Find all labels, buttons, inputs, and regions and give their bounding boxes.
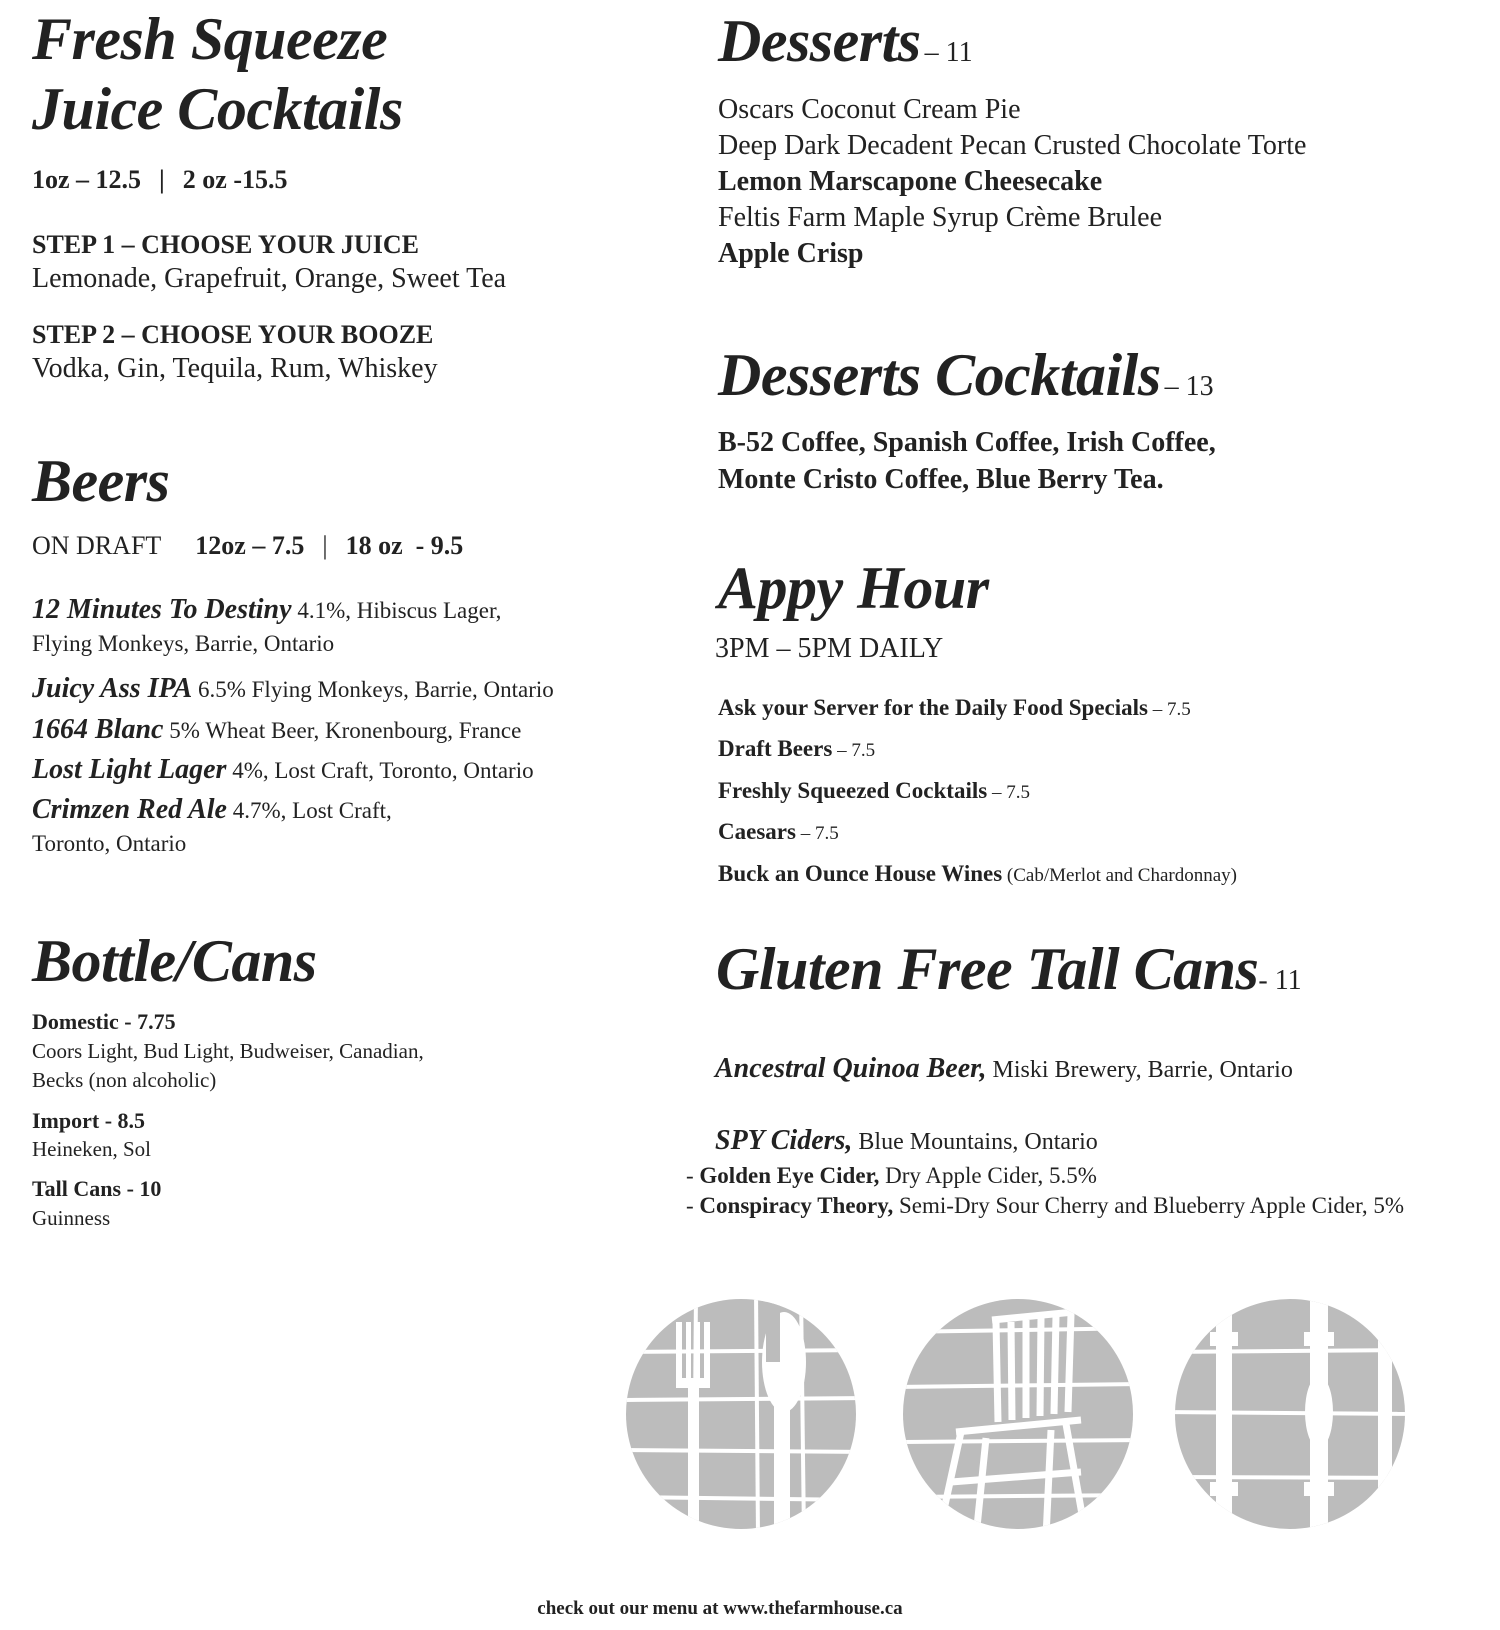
dessert-cocktails-title: Desserts Cocktails (718, 342, 1161, 408)
beer-item (32, 793, 392, 831)
spy-ciders (715, 1124, 1098, 1162)
dessert-item (718, 165, 1102, 199)
appy-item (718, 693, 1191, 725)
cider-name: Golden Eye Cider, (699, 1163, 880, 1188)
cider-item (686, 1161, 1097, 1191)
dessert-cocktails-price: – 13 (1164, 371, 1214, 402)
bottles-title: Bottle/Cans (32, 928, 317, 994)
appy-item-name: Freshly Squeezed Cocktails (718, 778, 988, 803)
cider-prefix: - (686, 1193, 700, 1218)
appy-item (718, 817, 839, 849)
beer-desc: 4.1%, Hibiscus Lager, (291, 598, 502, 623)
beer-item (32, 672, 554, 710)
juice-title-line2: Juice Cocktails (32, 76, 403, 142)
bottle-group-line: Guinness (32, 1206, 111, 1230)
bottle-group-label: Domestic - 7.75 (32, 1009, 176, 1034)
dessert-item: Feltis Farm Maple Syrup Crème Brulee (718, 202, 1163, 233)
beer-name: Juicy Ass IPA (32, 673, 193, 704)
appy-item-name: Draft Beers (718, 736, 833, 761)
juice-prices (32, 163, 287, 197)
spy-ciders-name: SPY Ciders, (715, 1125, 853, 1156)
appy-item-name: Ask your Server for the Daily Food Specials (718, 695, 1148, 720)
footer-website-note: check out our menu at www.thefarmhouse.ca (537, 1598, 903, 1619)
juice-title-line1: Fresh Squeeze (32, 6, 388, 72)
juice-step1-label: STEP 1 – CHOOSE YOUR JUICE (32, 230, 419, 259)
dessert-item: Apple Crisp (718, 238, 864, 269)
beer-name: 1664 Blanc (32, 714, 164, 745)
beer-item (32, 753, 534, 791)
beer-name: 12 Minutes To Destiny (32, 594, 292, 625)
price-separator: | (159, 165, 165, 194)
appy-title: Appy Hour (718, 555, 989, 621)
beer-name: Crimzen Red Ale (32, 794, 227, 825)
cider-desc: Dry Apple Cider, 5.5% (879, 1163, 1097, 1188)
desserts-title: Desserts (718, 8, 921, 74)
dessert-cocktails-line2: Monte Cristo Coffee, Blue Berry Tea. (718, 464, 1164, 495)
juice-step2-label: STEP 2 – CHOOSE YOUR BOOZE (32, 320, 434, 349)
quinoa-beer-name: Ancestral Quinoa Beer, (715, 1053, 987, 1084)
appy-item-name: Buck an Ounce House Wines (718, 861, 1003, 886)
spy-ciders-desc: Blue Mountains, Ontario (852, 1129, 1098, 1155)
gluten-free-price: - 11 (1258, 965, 1302, 996)
bottle-group-line: Becks (non alcoholic) (32, 1068, 217, 1092)
beer-name: Lost Light Lager (32, 754, 227, 785)
desserts-price: – 11 (924, 37, 973, 68)
spindle-icon (1166, 1292, 1416, 1537)
bottle-group-label: Import - 8.5 (32, 1108, 146, 1133)
decorative-illustrations (626, 1292, 1426, 1537)
beer-desc-line2: Flying Monkeys, Barrie, Ontario (32, 631, 335, 656)
juice-step1-options: Lemonade, Grapefruit, Orange, Sweet Tea (32, 263, 507, 294)
cider-name: Conspiracy Theory, (699, 1193, 894, 1218)
appy-item (718, 776, 1030, 808)
cider-desc: Semi-Dry Sour Cherry and Blueberry Apple Cider, 5% (893, 1193, 1404, 1218)
appy-item-price: – 7.5 (795, 823, 839, 844)
appy-item (718, 734, 875, 766)
appy-item (718, 859, 1237, 891)
beer-desc: 5% Wheat Beer, Kronenbourg, France (163, 718, 522, 743)
beers-title: Beers (32, 448, 170, 514)
beer-desc: 6.5% Flying Monkeys, Barrie, Ontario (192, 677, 554, 702)
beers-draft-line (32, 529, 463, 563)
beer-item (32, 593, 501, 631)
quinoa-beer-desc: Miski Brewery, Barrie, Ontario (986, 1057, 1293, 1083)
appy-item-price: – 7.5 (832, 740, 876, 761)
cider-item (686, 1191, 1404, 1221)
appy-hours: 3PM – 5PM DAILY (715, 633, 944, 664)
juice-step2-options: Vodka, Gin, Tequila, Rum, Whiskey (32, 353, 438, 384)
draft-price-18oz: 18 oz - 9.5 (345, 531, 464, 560)
fork-spoon-icon (626, 1292, 866, 1537)
gluten-free-heading (716, 936, 1302, 1002)
dessert-item-text: Lemon Marscapone Cheesecake (718, 166, 1103, 197)
beer-desc: 4%, Lost Craft, Toronto, Ontario (226, 758, 534, 783)
illustration-svg (626, 1292, 1426, 1537)
quinoa-beer (715, 1052, 1293, 1090)
dessert-cocktails-line1: B-52 Coffee, Spanish Coffee, Irish Coffee, (718, 427, 1216, 458)
chair-icon (896, 1292, 1146, 1537)
price-separator: | (322, 531, 328, 560)
beer-desc-line2: Toronto, Ontario (32, 831, 187, 856)
juice-price-2oz: 2 oz -15.5 (182, 165, 288, 194)
cider-prefix: - (686, 1163, 700, 1188)
bottle-group-line: Heineken, Sol (32, 1137, 151, 1161)
desserts-heading (718, 8, 973, 74)
dessert-cocktails-heading (718, 342, 1214, 408)
appy-item-name: Caesars (718, 819, 796, 844)
appy-item-price: – 7.5 (987, 782, 1030, 803)
bottle-group-line: Coors Light, Bud Light, Budweiser, Canadian, (32, 1039, 424, 1063)
draft-label: ON DRAFT (32, 531, 162, 560)
appy-item-price: – 7.5 (1147, 699, 1191, 720)
juice-price-1oz: 1oz – 12.5 (32, 165, 142, 194)
dessert-item: Oscars Coconut Cream Pie (718, 94, 1021, 125)
gluten-free-title: Gluten Free Tall Cans (716, 936, 1259, 1002)
appy-item-price: (Cab/Merlot and Chardonnay) (1002, 865, 1237, 886)
beer-desc: 4.7%, Lost Craft, (226, 798, 392, 823)
bottle-group-label: Tall Cans - 10 (32, 1176, 162, 1201)
draft-price-12oz: 12oz – 7.5 (195, 531, 305, 560)
beer-item (32, 713, 521, 751)
dessert-item: Deep Dark Decadent Pecan Crusted Chocolate Torte (718, 130, 1307, 161)
